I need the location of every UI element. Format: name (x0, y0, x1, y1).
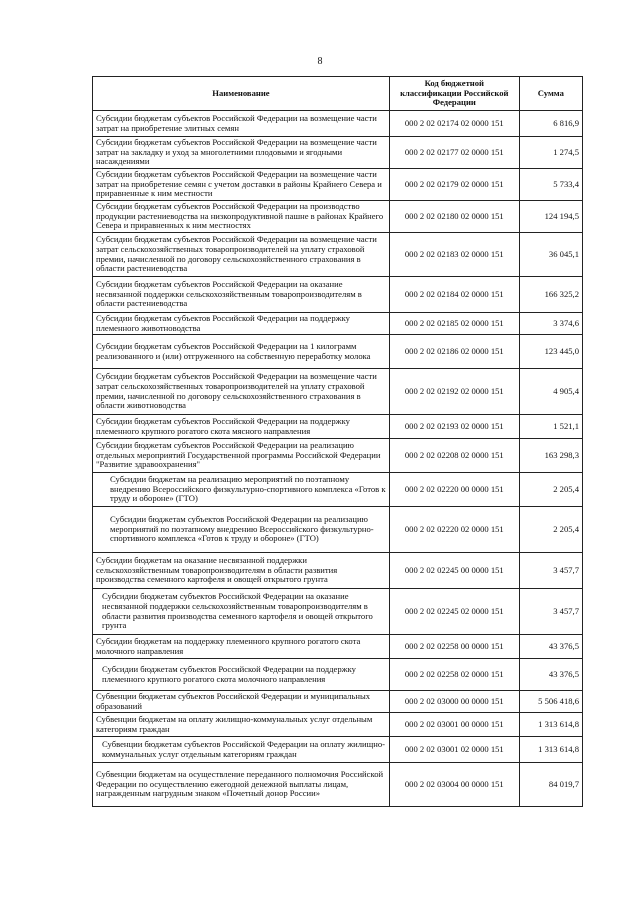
table-row (93, 439, 583, 473)
row-code: 000 2 02 03001 00 0000 151 (389, 713, 519, 737)
row-sum: 1 521,1 (519, 415, 582, 439)
row-code: 000 2 02 02186 02 0000 151 (389, 335, 519, 369)
row-name: Субсидии бюджетам субъектов Российской Федерации на поддержку племенного крупного рогатого скота молочного направления (93, 659, 390, 691)
row-code: 000 2 02 02245 02 0000 151 (389, 589, 519, 635)
row-sum: 2 205,4 (519, 507, 582, 553)
table-row (93, 589, 583, 635)
row-name: Субсидии бюджетам субъектов Российской Федерации на оказание несвязанной поддержки сельскохозяйственным товаропроизводителям в области развития производства семенного картофеля и овощей открытого грунта (93, 589, 390, 635)
row-name: Субсидии бюджетам на оказание несвязанной поддержки сельскохозяйственным товаропроизводителям в области развития производства семенного картофеля и овощей открытого грунта (93, 553, 390, 589)
row-name: Субсидии бюджетам субъектов Российской Федерации на оказание несвязанной поддержки сельскохозяйственным товаропроизводителям в области растениеводства (93, 277, 390, 313)
row-code: 000 2 02 03004 00 0000 151 (389, 763, 519, 807)
table-row (93, 201, 583, 233)
table-row (93, 233, 583, 277)
table-row (93, 169, 583, 201)
row-sum: 5 733,4 (519, 169, 582, 201)
row-name: Субсидии бюджетам субъектов Российской Федерации на поддержку племенного животноводства (93, 313, 390, 335)
row-code: 000 2 02 02174 02 0000 151 (389, 111, 519, 137)
row-sum: 1 313 614,8 (519, 737, 582, 763)
page-number: 8 (317, 56, 323, 67)
row-sum: 2 205,4 (519, 473, 582, 507)
row-name: Субсидии бюджетам субъектов Российской Федерации на возмещение части затрат сельскохозяйственных товаропроизводителей на уплату страховой премии, начисленной по договору сельскохозяйственного страхования в области растениеводства (93, 233, 390, 277)
table-row (93, 369, 583, 415)
table-row (93, 763, 583, 807)
row-code: 000 2 02 02185 02 0000 151 (389, 313, 519, 335)
row-sum: 84 019,7 (519, 763, 582, 807)
row-name: Субсидии бюджетам субъектов Российской Федерации на реализацию отдельных мероприятий Государственной программы Российской Федерации "Развитие здравоохранения" (93, 439, 390, 473)
table-row (93, 277, 583, 313)
row-sum: 1 274,5 (519, 137, 582, 169)
row-sum: 43 376,5 (519, 659, 582, 691)
row-name: Субвенции бюджетам субъектов Российской Федерации на оплату жилищно-коммунальных услуг отдельным категориям граждан (93, 737, 390, 763)
row-sum: 123 445,0 (519, 335, 582, 369)
table-row (93, 473, 583, 507)
table-row (93, 335, 583, 369)
table-header-row (93, 77, 583, 111)
row-name: Субсидии бюджетам субъектов Российской Федерации на реализацию мероприятий по поэтапному внедрению Всероссийского физкультурно-спортивного комплекса «Готов к труду и обороне» (ГТО) (93, 507, 390, 553)
table-row (93, 713, 583, 737)
row-sum: 124 194,5 (519, 201, 582, 233)
table-row (93, 659, 583, 691)
table-row (93, 313, 583, 335)
header-code: Код бюджетной классификации Российской Федерации (389, 77, 519, 111)
table-row (93, 507, 583, 553)
row-code: 000 2 02 02184 02 0000 151 (389, 277, 519, 313)
row-name: Субсидии бюджетам субъектов Российской Федерации на возмещение части затрат на приобретение семян с учетом доставки в районы Крайнего Севера и приравненные к ним местности (93, 169, 390, 201)
row-sum: 166 325,2 (519, 277, 582, 313)
header-sum: Сумма (519, 77, 582, 111)
budget-table (92, 76, 583, 807)
table-row (93, 111, 583, 137)
row-sum: 4 905,4 (519, 369, 582, 415)
row-code: 000 2 02 02258 00 0000 151 (389, 635, 519, 659)
row-name: Субвенции бюджетам субъектов Российской Федерации и муниципальных образований (93, 691, 390, 713)
row-sum: 43 376,5 (519, 635, 582, 659)
row-code: 000 2 02 02220 00 0000 151 (389, 473, 519, 507)
row-code: 000 2 02 02192 02 0000 151 (389, 369, 519, 415)
row-code: 000 2 02 03001 02 0000 151 (389, 737, 519, 763)
row-sum: 36 045,1 (519, 233, 582, 277)
row-code: 000 2 02 03000 00 0000 151 (389, 691, 519, 713)
table-row (93, 415, 583, 439)
table-row (93, 737, 583, 763)
row-sum: 3 457,7 (519, 553, 582, 589)
row-code: 000 2 02 02183 02 0000 151 (389, 233, 519, 277)
table-row (93, 137, 583, 169)
row-code: 000 2 02 02245 00 0000 151 (389, 553, 519, 589)
row-name: Субсидии бюджетам субъектов Российской Федерации на производство продукции растениеводства на низкопродуктивной пашне в районах Крайнего Севера и приравненных к ним местностях (93, 201, 390, 233)
table-row (93, 691, 583, 713)
row-name: Субвенции бюджетам на осуществление переданного полномочия Российской Федерации по осуществлению ежегодной денежной выплаты лицам, награжденным нагрудным знаком «Почетный донор России» (93, 763, 390, 807)
table-row (93, 635, 583, 659)
row-name: Субсидии бюджетам на поддержку племенного крупного рогатого скота молочного направления (93, 635, 390, 659)
row-code: 000 2 02 02258 02 0000 151 (389, 659, 519, 691)
row-sum: 3 374,6 (519, 313, 582, 335)
row-code: 000 2 02 02193 02 0000 151 (389, 415, 519, 439)
row-name: Субсидии бюджетам субъектов Российской Федерации на возмещение части затрат на закладку и уход за многолетними плодовыми и ягодными насаждениями (93, 137, 390, 169)
row-name: Субсидии бюджетам субъектов Российской Федерации на 1 килограмм реализованного и (или) отгруженного на собственную переработку молока (93, 335, 390, 369)
header-name: Наименование (93, 77, 390, 111)
row-sum: 6 816,9 (519, 111, 582, 137)
table-row (93, 553, 583, 589)
row-code: 000 2 02 02179 02 0000 151 (389, 169, 519, 201)
row-code: 000 2 02 02208 02 0000 151 (389, 439, 519, 473)
row-name: Субвенции бюджетам на оплату жилищно-коммунальных услуг отдельным категориям граждан (93, 713, 390, 737)
row-sum: 1 313 614,8 (519, 713, 582, 737)
row-sum: 163 298,3 (519, 439, 582, 473)
row-name: Субсидии бюджетам субъектов Российской Федерации на поддержку племенного крупного рогатого скота мясного направления (93, 415, 390, 439)
row-sum: 5 506 418,6 (519, 691, 582, 713)
row-code: 000 2 02 02180 02 0000 151 (389, 201, 519, 233)
row-sum: 3 457,7 (519, 589, 582, 635)
row-name: Субсидии бюджетам субъектов Российской Федерации на возмещение части затрат на приобретение элитных семян (93, 111, 390, 137)
row-name: Субсидии бюджетам на реализацию мероприятий по поэтапному внедрению Всероссийского физкультурно-спортивного комплекса «Готов к труду и обороне» (ГТО) (93, 473, 390, 507)
row-code: 000 2 02 02220 02 0000 151 (389, 507, 519, 553)
row-name: Субсидии бюджетам субъектов Российской Федерации на возмещение части затрат сельскохозяйственных товаропроизводителей на уплату страховой премии, начисленной по договору сельскохозяйственного страхования в области животноводства (93, 369, 390, 415)
row-code: 000 2 02 02177 02 0000 151 (389, 137, 519, 169)
